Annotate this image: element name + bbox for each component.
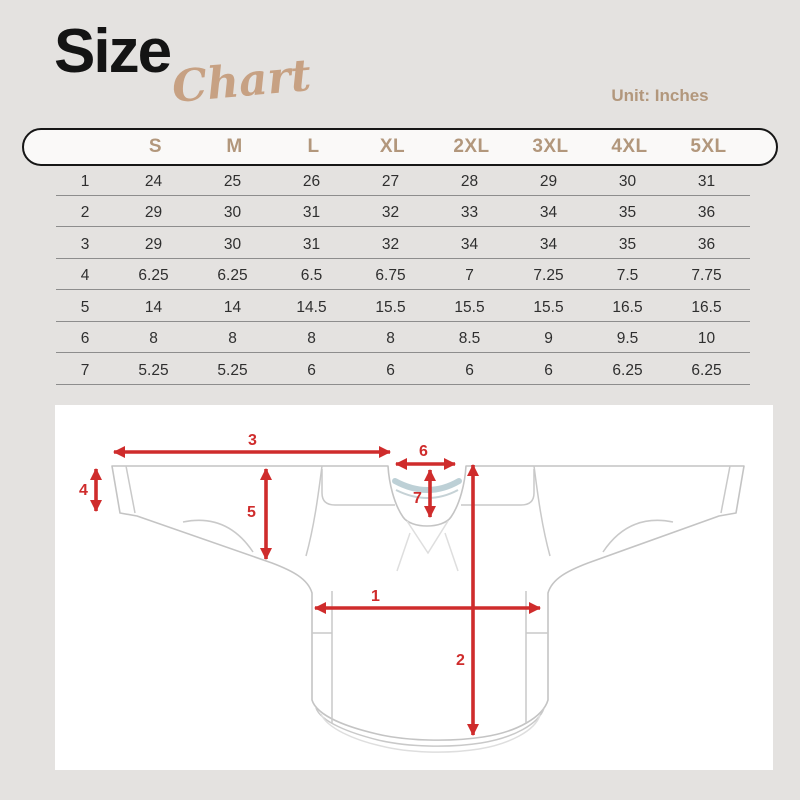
column-header-xl: XL bbox=[379, 136, 406, 157]
column-header-4xl: 4XL bbox=[611, 136, 648, 157]
cell-value: 26 bbox=[302, 172, 321, 190]
cell-value: 14 bbox=[223, 298, 242, 316]
cell-value: 5.25 bbox=[217, 361, 248, 379]
measurement-label-5: 5 bbox=[247, 504, 256, 521]
cell-value: 36 bbox=[697, 235, 716, 253]
cell-value: 34 bbox=[539, 204, 558, 221]
size-table-header bbox=[22, 128, 778, 166]
row-label: 7 bbox=[80, 361, 90, 379]
cell-value: 8 bbox=[386, 330, 395, 347]
cell-value: 29 bbox=[539, 172, 558, 190]
cell-value: 29 bbox=[144, 235, 163, 253]
cell-value: 6 bbox=[544, 361, 553, 379]
row-label: 1 bbox=[80, 172, 90, 190]
measurement-label-2: 2 bbox=[456, 652, 465, 669]
page-title: Size bbox=[54, 17, 171, 86]
row-label: 5 bbox=[80, 298, 90, 316]
measurement-label-3: 3 bbox=[248, 432, 257, 449]
column-header-3xl: 3XL bbox=[532, 136, 569, 157]
cell-value: 6.75 bbox=[375, 267, 406, 284]
row-label: 4 bbox=[80, 267, 90, 284]
jersey-outline bbox=[112, 466, 744, 740]
table-row bbox=[56, 259, 750, 291]
cell-value: 6 bbox=[386, 361, 395, 379]
column-header-s: S bbox=[148, 136, 163, 157]
cell-value: 7.25 bbox=[533, 267, 564, 284]
unit-label: Unit: Inches bbox=[611, 86, 709, 105]
cell-value: 31 bbox=[302, 204, 321, 221]
cell-value: 6.25 bbox=[217, 267, 248, 284]
table-row bbox=[56, 322, 750, 354]
cell-value: 6.25 bbox=[138, 267, 169, 284]
cell-value: 31 bbox=[697, 172, 716, 190]
cell-value: 6.25 bbox=[612, 361, 643, 379]
measurement-label-4: 4 bbox=[79, 482, 88, 499]
collar-band bbox=[395, 481, 459, 490]
cell-value: 15.5 bbox=[375, 298, 406, 316]
cell-value: 14.5 bbox=[296, 298, 327, 316]
cell-value: 9 bbox=[544, 330, 553, 347]
cell-value: 8.5 bbox=[458, 330, 481, 347]
cell-value: 7 bbox=[465, 267, 474, 284]
measurement-label-7: 7 bbox=[413, 490, 422, 507]
cell-value: 35 bbox=[618, 235, 637, 253]
cell-value: 35 bbox=[618, 204, 637, 221]
row-label: 3 bbox=[80, 235, 90, 253]
cell-value: 16.5 bbox=[612, 298, 643, 316]
measurement-label-6: 6 bbox=[419, 443, 428, 460]
cell-value: 25 bbox=[223, 172, 242, 190]
cell-value: 27 bbox=[381, 172, 400, 190]
cell-value: 7.5 bbox=[616, 267, 639, 284]
cell-value: 15.5 bbox=[533, 298, 564, 316]
column-header-5xl: 5XL bbox=[690, 136, 727, 157]
measurement-label-1: 1 bbox=[371, 588, 380, 605]
column-header-2xl: 2XL bbox=[453, 136, 490, 157]
cell-value: 8 bbox=[149, 330, 158, 347]
table-row bbox=[56, 227, 750, 259]
jersey-measurement-diagram bbox=[55, 405, 773, 770]
cell-value: 6 bbox=[307, 361, 316, 379]
cell-value: 24 bbox=[144, 172, 163, 190]
cell-value: 30 bbox=[223, 235, 242, 253]
column-header-m: M bbox=[226, 136, 243, 157]
column-header-l: L bbox=[307, 136, 320, 157]
cell-value: 31 bbox=[302, 235, 321, 253]
cell-value: 16.5 bbox=[691, 298, 722, 316]
cell-value: 8 bbox=[228, 330, 237, 347]
cell-value: 34 bbox=[539, 235, 558, 253]
size-table bbox=[56, 164, 750, 385]
cell-value: 30 bbox=[223, 204, 242, 221]
cell-value: 6.5 bbox=[300, 267, 323, 284]
table-row bbox=[56, 164, 750, 196]
cell-value: 8 bbox=[307, 330, 316, 347]
cell-value: 33 bbox=[460, 204, 479, 221]
cell-value: 5.25 bbox=[138, 361, 169, 379]
cell-value: 32 bbox=[381, 235, 400, 253]
cell-value: 29 bbox=[144, 204, 163, 221]
row-label: 2 bbox=[80, 204, 90, 221]
jersey-diagram-panel bbox=[55, 405, 773, 770]
cell-value: 28 bbox=[460, 172, 479, 190]
cell-value: 10 bbox=[697, 330, 716, 347]
cell-value: 6.25 bbox=[691, 361, 722, 379]
table-row bbox=[56, 196, 750, 228]
cell-value: 36 bbox=[697, 204, 716, 221]
cell-value: 32 bbox=[381, 204, 400, 221]
cell-value: 9.5 bbox=[616, 330, 639, 347]
table-row bbox=[56, 290, 750, 322]
row-label: 6 bbox=[80, 330, 90, 347]
cell-value: 6 bbox=[465, 361, 474, 379]
cell-value: 14 bbox=[144, 298, 163, 316]
cell-value: 15.5 bbox=[454, 298, 485, 316]
cell-value: 30 bbox=[618, 172, 637, 190]
page-title-accent: Chart bbox=[170, 50, 313, 113]
table-row bbox=[56, 353, 750, 385]
cell-value: 7.75 bbox=[691, 267, 722, 284]
cell-value: 34 bbox=[460, 235, 479, 253]
